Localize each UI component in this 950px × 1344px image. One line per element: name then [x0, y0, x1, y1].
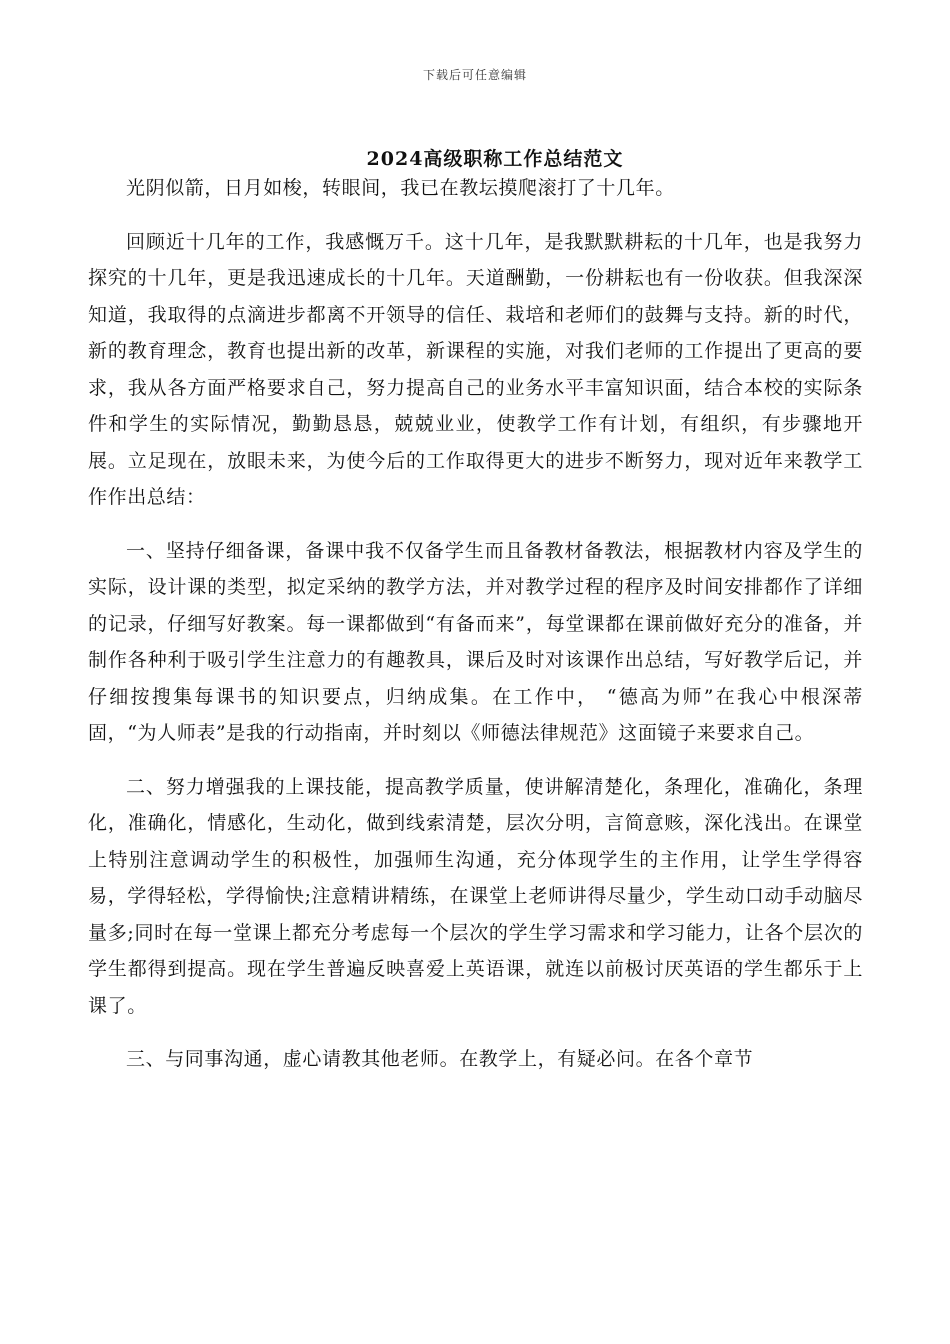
paragraph-section-2: 二、努力增强我的上课技能，提高教学质量，使讲解清楚化，条理化，准确化，条理化，准确化，情感化，生动化，做到线索清楚，层次分明，言简意赅，深化浅出。在课堂上特别注意调动学生的积极性，加强师生沟通，充分体现学生的主作用，让学生学得容易，学得轻松，学得愉快;注意精讲精练，在课堂上老师讲得尽量少，学生动口动手动脑尽量多;同时在每一堂课上都充分考虑每一个层次的学生学习需求和学习能力，让各个层次的学生都得到提高。现在学生普遍反映喜爱上英语课，就连以前极讨厌英语的学生都乐于上课了。 — [88, 775, 863, 1017]
paragraph-intro: 光阴似箭，日月如梭，转眼间，我已在教坛摸爬滚打了十几年。 — [126, 177, 675, 199]
document-body — [88, 170, 863, 1078]
document-title: 2024高级职称工作总结范文 — [366, 148, 624, 170]
paragraph-section-1: 一、坚持仔细备课，备课中我不仅备学生而且备教材备教法，根据教材内容及学生的实际，设计课的类型，拟定采纳的教学方法，并对教学过程的程序及时间安排都作了详细的记录，仔细写好教案。每一课都做到“有备而来”，每堂课都在课前做好充分的准备，并制作各种利于吸引学生注意力的有趣教具，课后及时对该课作出总结，写好教学后记，并仔细按搜集每课书的知识要点，归纳成集。在工作中， “德高为师”在我心中根深蒂固，“为人师表”是我的行动指南，并时刻以《师德法律规范》这面镜子来要求自己。 — [88, 539, 863, 744]
paragraph-section-3: 三、与同事沟通，虚心请教其他老师。在教学上，有疑必问。在各个章节 — [126, 1048, 754, 1070]
paragraph-review: 回顾近十几年的工作，我感慨万千。这十几年，是我默默耕耘的十几年，也是我努力探究的十几年，更是我迅速成长的十几年。天道酬勤，一份耕耘也有一份收获。但我深深知道，我取得的点滴进步都离不开领导的信任、栽培和老师们的鼓舞与支持。新的时代，新的教育理念，教育也提出新的改革，新课程的实施，对我们老师的工作提出了更高的要求，我从各方面严格要求自己，努力提高自己的业务水平丰富知识面，结合本校的实际条件和学生的实际情况，勤勤恳恳，兢兢业业，使教学工作有计划，有组织，有步骤地开展。立足现在，放眼未来，为使今后的工作取得更大的进步不断努力，现对近年来教学工作作出总结： — [88, 230, 863, 508]
header-note: 下载后可任意编辑 — [422, 68, 527, 82]
